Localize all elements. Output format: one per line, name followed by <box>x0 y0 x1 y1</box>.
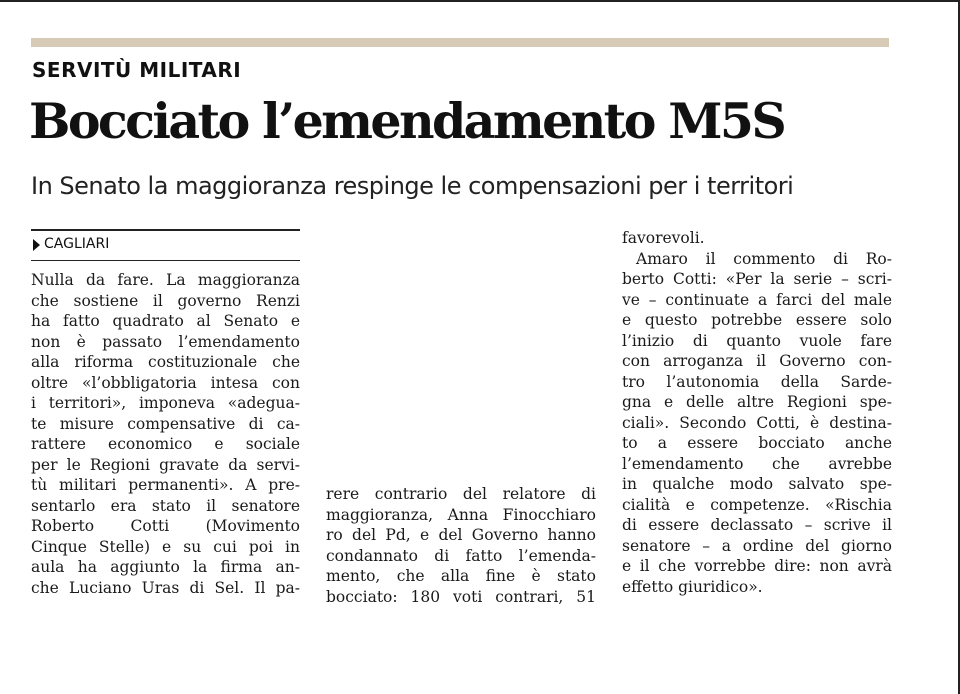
text-line: berto Cotti: «Per la serie – scri- <box>622 270 892 288</box>
dateline-bullet-icon <box>33 239 40 251</box>
text-line: e il che vorrebbe dire: non avrà <box>622 557 892 575</box>
dateline: CAGLIARI <box>44 236 110 252</box>
headline: Bocciato l’emendamento M5S <box>29 92 785 150</box>
text-line: tro l’autonomia della Sarde- <box>622 372 892 391</box>
top-border <box>0 0 960 2</box>
text-line: effetto giuridico». <box>622 577 763 596</box>
text-line: oltre «l’obbligatoria intesa con <box>31 373 300 392</box>
text-line: maggioranza, Anna Finocchiaro <box>326 505 596 524</box>
text-line: e questo potrebbe essere solo <box>622 311 892 329</box>
text-line: Roberto Cotti (Movimento <box>31 517 300 535</box>
text-line: aula ha aggiunto la firma an- <box>31 558 300 576</box>
header-rule <box>31 38 889 47</box>
text-line: senatore – a ordine del giorno <box>622 536 892 555</box>
text-line: di essere declassato – scrive il <box>622 516 892 534</box>
text-line: per le Regioni gravate da servi- <box>31 455 300 474</box>
text-line: Nulla da fare. La maggioranza <box>31 271 300 289</box>
section-kicker: SERVITÙ MILITARI <box>32 58 242 82</box>
text-line: l’emendamento che avrebbe <box>622 454 892 473</box>
text-line: to a essere bocciato anche <box>622 434 892 452</box>
text-line: rere contrario del relatore di <box>326 485 596 503</box>
text-line: ha fatto quadrato al Senato e <box>31 312 300 330</box>
text-line: con arroganza il Governo con- <box>622 352 892 370</box>
text-line: mento, che alla fine è stato <box>326 567 596 585</box>
dateline-bar <box>31 229 300 261</box>
text-line: in qualche modo salvato spe- <box>622 475 892 493</box>
article-column-3 <box>622 228 892 597</box>
subheadline: In Senato la maggioranza respinge le compensazioni per i territori <box>31 172 794 200</box>
text-line: sentarlo era stato il senatore <box>31 496 300 515</box>
text-line: rattere economico e sociale <box>31 435 300 453</box>
text-line: ro del Pd, e del Governo hanno <box>326 526 596 544</box>
text-line: gna e delle altre Regioni spe- <box>622 393 892 411</box>
text-line: non è passato l’emendamento <box>31 332 300 351</box>
text-line: ve – continuate a farci del male <box>622 290 892 309</box>
text-line: te misure compensative di ca- <box>31 414 300 433</box>
article-column-2 <box>326 484 596 607</box>
text-line: cialità e competenze. «Rischia <box>622 495 892 514</box>
article-column-1 <box>31 270 300 598</box>
text-line: che Luciano Uras di Sel. Il pa- <box>31 578 300 597</box>
text-line: Amaro il commento di Ro- <box>636 249 892 268</box>
text-line: Cinque Stelle) e su cui poi in <box>31 537 300 556</box>
text-line: condannato di fatto l’emenda- <box>326 546 596 565</box>
text-line: alla riforma costituzionale che <box>31 353 300 371</box>
text-line: ciali». Secondo Cotti, è destina- <box>622 413 892 432</box>
text-line: che sostiene il governo Renzi <box>31 291 300 310</box>
text-line: bocciato: 180 voti contrari, 51 <box>326 587 596 606</box>
text-line: i territori», imponeva «adegua- <box>31 394 300 412</box>
text-line: favorevoli. <box>622 229 705 247</box>
text-line: l’inizio di quanto vuole fare <box>622 331 892 350</box>
text-line: tù militari permanenti». A pre- <box>31 476 300 494</box>
